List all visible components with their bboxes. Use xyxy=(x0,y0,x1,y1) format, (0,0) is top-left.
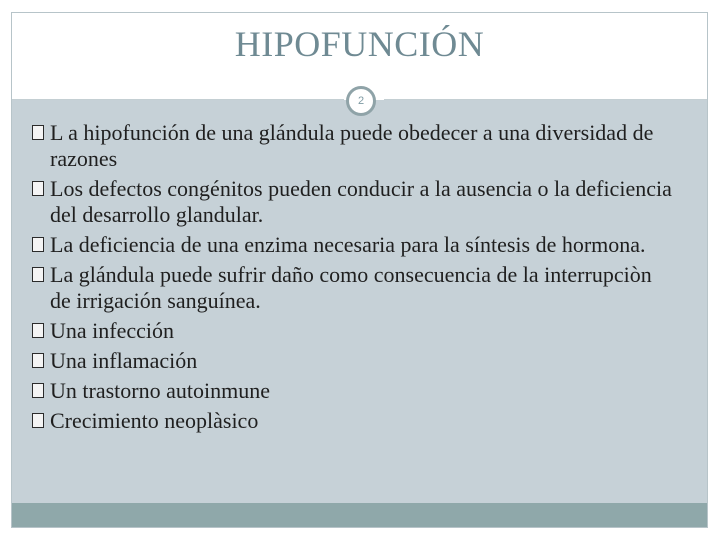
bullet-item xyxy=(34,120,674,172)
bullet-glyph-icon xyxy=(32,413,44,428)
bullet-text: Crecimiento neoplàsico xyxy=(50,408,259,433)
bullet-item xyxy=(34,378,674,404)
bullet-text: Una infección xyxy=(50,318,174,343)
bullet-glyph-icon xyxy=(32,383,44,398)
bullet-text: Una inflamación xyxy=(50,348,198,373)
bullet-glyph-icon xyxy=(32,353,44,368)
bullet-item xyxy=(34,232,674,258)
slide-number-badge: 2 xyxy=(346,86,376,116)
bullet-text: La glándula puede sufrir daño como consecuencia de la interrupciòn de irrigación sanguínea. xyxy=(50,262,652,313)
bullet-item xyxy=(34,318,674,344)
bullet-item xyxy=(34,262,674,314)
footer-bar xyxy=(12,503,707,527)
bullet-glyph-icon xyxy=(32,267,44,282)
bullet-item xyxy=(34,408,674,434)
bullet-text: Un trastorno autoinmune xyxy=(50,378,270,403)
bullet-text: L a hipofunción de una glándula puede obedecer a una diversidad de razones xyxy=(50,120,654,171)
bullet-item xyxy=(34,348,674,374)
title-divider-left xyxy=(12,99,344,100)
bullet-glyph-icon xyxy=(32,237,44,252)
bullet-item xyxy=(34,176,674,228)
title-divider-right xyxy=(384,99,707,100)
bullet-text: Los defectos congénitos pueden conducir a la ausencia o la deficiencia del desarrollo glandular. xyxy=(50,176,672,227)
slide-title: HIPOFUNCIÓN xyxy=(234,24,485,64)
bullet-glyph-icon xyxy=(32,181,44,196)
bullet-glyph-icon xyxy=(32,125,44,140)
bullet-list xyxy=(34,120,674,438)
bullet-glyph-icon xyxy=(32,323,44,338)
bullet-text: La deficiencia de una enzima necesaria para la síntesis de hormona. xyxy=(50,232,646,257)
